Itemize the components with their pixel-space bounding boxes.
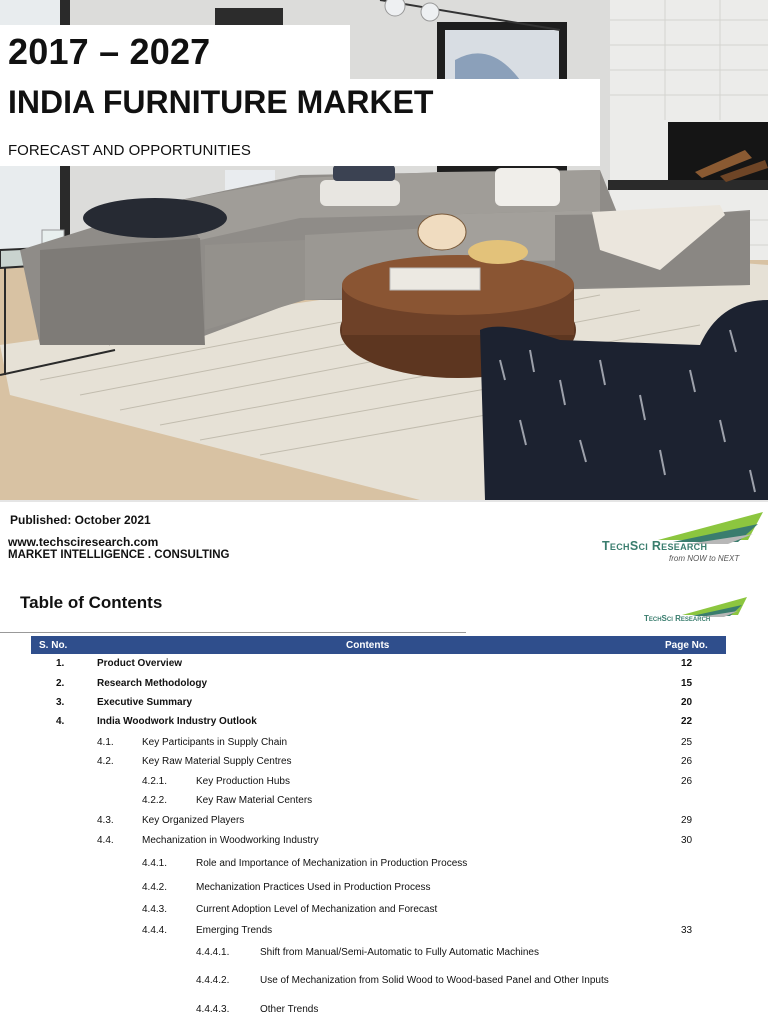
toc-row[interactable]: [0, 735, 768, 751]
toc-row[interactable]: [0, 880, 768, 896]
company-tagline: MARKET INTELLIGENCE . CONSULTING: [8, 549, 230, 561]
report-title: INDIA FURNITURE MARKET: [8, 84, 434, 120]
toc-row-number: 4.4.2.: [142, 882, 168, 893]
toc-row-number: 3.: [56, 697, 65, 708]
toc-row-page: 22: [681, 716, 693, 727]
toc-heading: Table of Contents: [20, 593, 163, 612]
toc-row-page: 25: [681, 737, 693, 748]
toc-row-title: Other Trends: [260, 1004, 319, 1015]
logo-name-small: TechSci Research: [644, 614, 711, 623]
toc-row-page: 26: [681, 776, 693, 787]
toc-row-title: Key Raw Material Supply Centres: [142, 756, 292, 767]
toc-row-page: 33: [681, 925, 693, 936]
toc-row-number: 4.4.3.: [142, 904, 168, 915]
logo-swoosh-icon-small: [642, 597, 750, 629]
toc-row-number: 4.: [56, 716, 65, 727]
toc-row-title: Shift from Manual/Semi-Automatic to Fully Automatic Machines: [260, 947, 539, 958]
toc-row-number: 4.2.2.: [142, 795, 168, 806]
toc-row[interactable]: [0, 1002, 768, 1018]
toc-row-number: 4.4.: [97, 835, 114, 846]
published-date: Published: October 2021: [10, 513, 151, 527]
toc-row[interactable]: [0, 813, 768, 829]
toc-row[interactable]: [0, 973, 768, 989]
toc-row-title: Role and Importance of Mechanization in Production Process: [196, 858, 468, 869]
toc-row-number: 4.4.4.2.: [196, 975, 230, 986]
toc-row[interactable]: [0, 902, 768, 918]
column-header-contents: Contents: [346, 640, 390, 651]
toc-row[interactable]: [0, 833, 768, 849]
toc-row-title: India Woodwork Industry Outlook: [97, 716, 257, 727]
toc-row-title: Use of Mechanization from Solid Wood to Wood-based Panel and Other Inputs: [260, 975, 609, 986]
toc-row-title: Research Methodology: [97, 678, 208, 689]
toc-row-title: Mechanization Practices Used in Production Process: [196, 882, 431, 893]
techsci-logo: [598, 510, 768, 568]
toc-row-title: Mechanization in Woodworking Industry: [142, 835, 319, 846]
toc-row-number: 4.2.: [97, 756, 114, 767]
techsci-logo-small: [642, 597, 750, 629]
website-link[interactable]: www.techsciresearch.com: [8, 535, 159, 549]
toc-row-page: 12: [681, 658, 693, 669]
toc-row-title: Product Overview: [97, 658, 183, 669]
toc-row-title: Key Production Hubs: [196, 776, 290, 787]
toc-row-page: 29: [681, 815, 693, 826]
toc-row-title: Emerging Trends: [196, 925, 273, 936]
toc-row-number: 4.2.1.: [142, 776, 168, 787]
toc-row-title: Key Raw Material Centers: [196, 795, 313, 806]
toc-row-number: 4.1.: [97, 737, 114, 748]
toc-row-page: 30: [681, 835, 693, 846]
toc-row[interactable]: [0, 676, 768, 692]
toc-row-number: 2.: [56, 678, 65, 689]
column-header-sno: S. No.: [39, 640, 68, 651]
toc-table-header: [31, 636, 726, 654]
toc-row-page: 26: [681, 756, 693, 767]
logo-tagline: from NOW to NEXT: [669, 554, 740, 563]
toc-row[interactable]: [0, 695, 768, 711]
toc-row-title: Executive Summary: [97, 697, 193, 708]
toc-row[interactable]: [0, 793, 768, 809]
toc-row-number: 4.4.4.: [142, 925, 168, 936]
logo-name: TechSci Research: [602, 539, 708, 553]
toc-row[interactable]: [0, 714, 768, 730]
toc-row-page: 15: [681, 678, 693, 689]
report-subtitle: FORECAST AND OPPORTUNITIES: [8, 142, 251, 159]
toc-row[interactable]: [0, 945, 768, 961]
toc-divider: [0, 632, 466, 633]
toc-row[interactable]: [0, 774, 768, 790]
toc-row[interactable]: [0, 656, 768, 672]
toc-row-number: 4.3.: [97, 815, 114, 826]
toc-row-title: Key Organized Players: [142, 815, 245, 826]
toc-row-number: 4.4.4.3.: [196, 1004, 230, 1015]
toc-row-title: Current Adoption Level of Mechanization and Forecast: [196, 904, 438, 915]
toc-row[interactable]: [0, 754, 768, 770]
toc-row[interactable]: [0, 856, 768, 872]
forecast-years: 2017 – 2027: [8, 31, 211, 72]
cover-photo: [0, 0, 768, 500]
toc-row-number: 4.4.4.1.: [196, 947, 230, 958]
column-header-page: Page No.: [665, 640, 708, 651]
toc-row-number: 4.4.1.: [142, 858, 168, 869]
toc-row[interactable]: [0, 923, 768, 939]
toc-row-number: 1.: [56, 658, 65, 669]
toc-row-page: 20: [681, 697, 693, 708]
toc-row-title: Key Participants in Supply Chain: [142, 737, 288, 748]
